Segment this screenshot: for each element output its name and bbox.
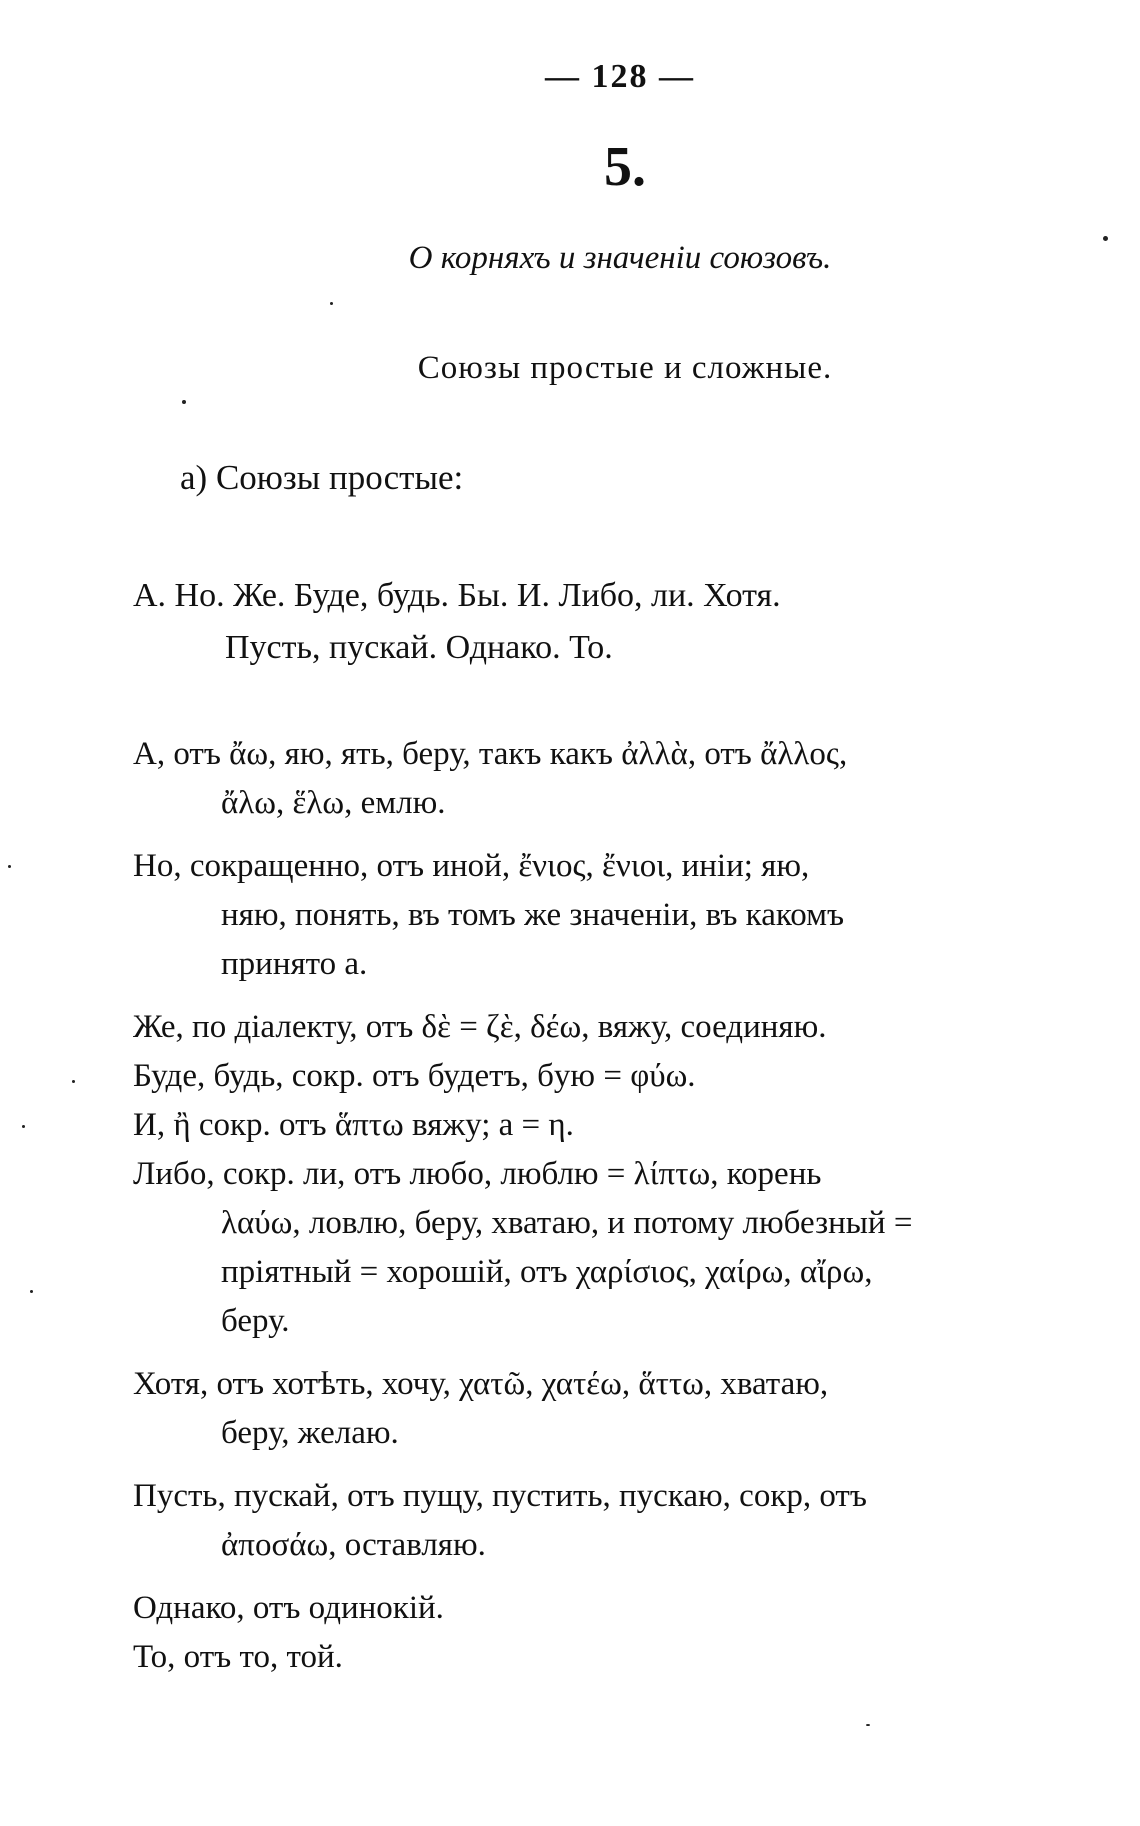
summary-line: А. Но. Же. Буде, будь. Бы. И. Либо, ли. Хотя. — [133, 577, 781, 614]
entry-libo — [133, 1150, 1093, 1346]
entry-line: Однако, отъ одинокiй. — [133, 1590, 444, 1626]
entry-to — [133, 1633, 1093, 1682]
entry-no — [133, 842, 1093, 989]
entry-line: беру. — [221, 1303, 290, 1339]
group-heading: а) Союзы простые: — [180, 458, 464, 497]
entry-odnako — [133, 1584, 1093, 1633]
section-number: 5. — [604, 136, 646, 198]
entry-line: Же, по дiалекту, отъ δὲ = ζὲ, δέω, вяжу, соединяю. — [133, 1009, 827, 1045]
entry-khotya — [133, 1360, 1093, 1458]
entry-line: Буде, будь, сокр. отъ будетъ, бyю = φύω. — [133, 1058, 696, 1094]
entry-line: няю, понять, въ томъ же значенiи, въ какомъ — [221, 897, 845, 933]
entry-line: принято а. — [221, 946, 368, 982]
entry-i — [133, 1101, 1093, 1150]
entry-line: ἄλω, ἕλω, емлю. — [221, 785, 446, 821]
summary-line: Пусть, пускай. Однако. То. — [225, 629, 613, 666]
entry-line: λαύω, ловлю, беру, хватаю, и потому любезный = — [221, 1205, 913, 1241]
entry-line: А, отъ ἄω, яю, ять, беру, такъ какъ ἀλλὰ, отъ ἄλλος, — [133, 736, 848, 772]
entry-zhe — [133, 1003, 1093, 1052]
entry-line: прiятный = хорошiй, отъ χαρίσιος, χαίρω, αἴρω, — [221, 1254, 873, 1290]
etymology-entries — [133, 730, 1093, 1682]
entry-a — [133, 730, 1093, 828]
conjunction-summary — [133, 570, 1093, 674]
entry-line: беру, желаю. — [221, 1415, 399, 1451]
entry-line: Но, сокращенно, отъ иной, ἔνιος, ἔνιοι, инiи; яю, — [133, 848, 810, 884]
entry-line: То, отъ то, той. — [133, 1639, 343, 1675]
entry-line: Либо, сокр. ли, отъ любо, люблю = λίπτω, корень — [133, 1156, 822, 1192]
section-title: О корняхъ и значенiи союзовъ. — [408, 240, 832, 276]
entry-line: Пусть, пускай, отъ пущу, пустить, пускаю, сокр, отъ — [133, 1478, 867, 1514]
page-number: — 128 — — [545, 58, 695, 95]
subsection-title: Союзы простые и сложные. — [417, 350, 833, 386]
entry-line: И, ἢ сокр. отъ ἅπτω вяжу; а = η. — [133, 1107, 574, 1143]
entry-line: Хотя, отъ хотѣть, хочу, χατῶ, χατέω, ἅττω, хватаю, — [133, 1366, 829, 1402]
entry-bude — [133, 1052, 1093, 1101]
entry-line: ἀποσάω, оставляю. — [221, 1527, 486, 1563]
entry-pust — [133, 1472, 1093, 1570]
